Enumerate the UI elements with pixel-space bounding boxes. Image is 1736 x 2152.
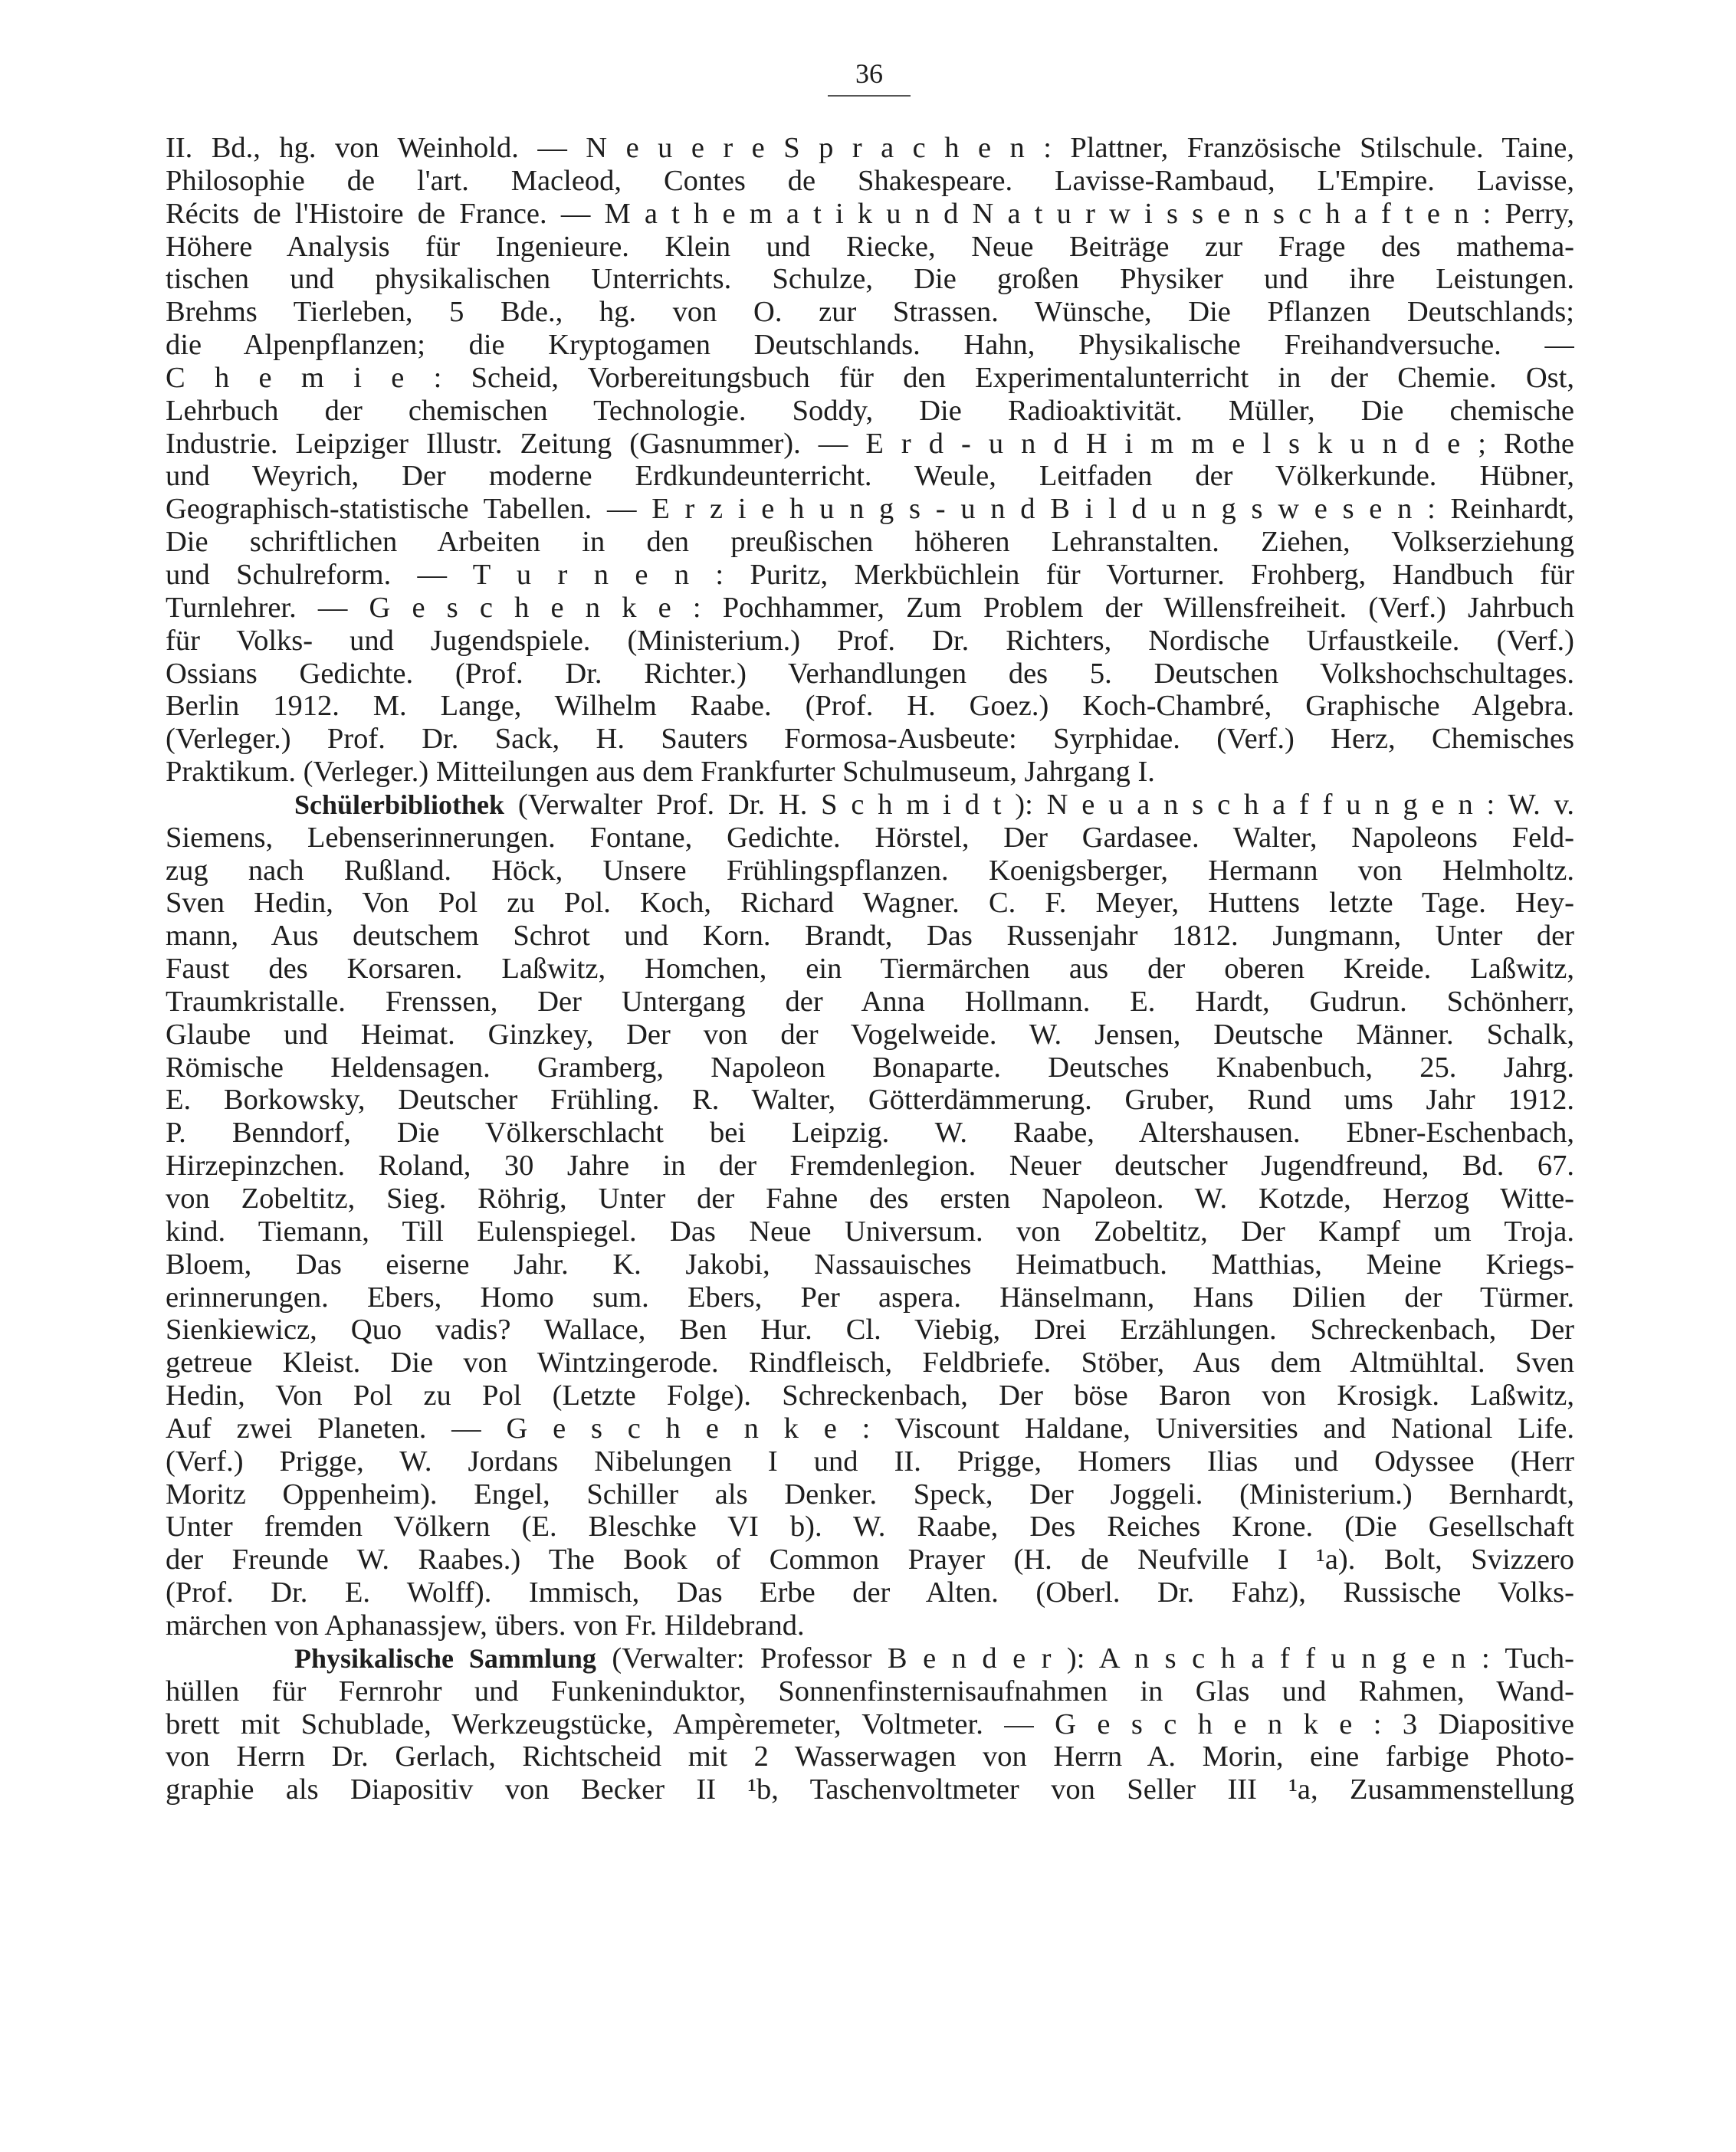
text-line: Auf zwei Planeten. — G e s c h e n k e : Viscount Haldane, Universities and National Life. (166, 1412, 1574, 1445)
section-heading-physikalische-sammlung: Physikalische Sammlung (294, 1642, 596, 1674)
text-line: brett mit Schublade, Werkzeugstücke, Ampèremeter, Voltmeter. — G e s c h e n k e : 3 Diapositive (166, 1707, 1574, 1740)
text-line-rest: (Verwalter: Professor B e n d e r ): A n s c h a f f u n g e n : Tuch- (596, 1642, 1574, 1675)
text-line-lead (166, 789, 1574, 822)
text-line: II. Bd., hg. von Weinhold. — N e u e r e S p r a c h e n : Plattner, Französische Stilschule. Taine, (166, 132, 1574, 164)
text-line: (Verf.) Prigge, W. Jordans Nibelungen I und II. Prigge, Homers Ilias und Odyssee (Herr (166, 1445, 1574, 1478)
text-line: erinnerungen. Ebers, Homo sum. Ebers, Per aspera. Hänselmann, Hans Dilien der Türmer. (166, 1281, 1574, 1314)
text-line: Traumkristalle. Frenssen, Der Untergang der Anna Hollmann. E. Hardt, Gudrun. Schönherr, (166, 985, 1574, 1018)
text-line: hüllen für Fernrohr und Funkeninduktor, Sonnenfinsternisaufnahmen in Glas und Rahmen, Wand- (166, 1675, 1574, 1707)
text-line: Hedin, Von Pol zu Pol (Letzte Folge). Schreckenbach, Der böse Baron von Krosigk. Laßwitz, (166, 1379, 1574, 1412)
page-body (166, 132, 1574, 1806)
text-line: Praktikum. (Verleger.) Mitteilungen aus dem Frankfurter Schulmuseum, Jahrgang I. (166, 756, 1155, 789)
text-line: märchen von Aphanassjew, übers. von Fr. Hildebrand. (166, 1609, 805, 1642)
text-line: zug nach Rußland. Höck, Unsere Frühlingspflanzen. Koenigsberger, Hermann von Helmholtz. (166, 854, 1574, 887)
text-line: Die schriftlichen Arbeiten in den preußischen höheren Lehranstalten. Ziehen, Volkserziehung (166, 526, 1574, 559)
page-number-rule (828, 95, 911, 97)
section-heading-schuelerbibliothek: Schülerbibliothek (294, 789, 505, 820)
text-line: Berlin 1912. M. Lange, Wilhelm Raabe. (Prof. H. Goez.) Koch-Chambré, Graphische Algebra. (166, 690, 1574, 723)
text-line: Sienkiewicz, Quo vadis? Wallace, Ben Hur. Cl. Viebig, Drei Erzählungen. Schreckenbach, Der (166, 1314, 1574, 1347)
text-line: die Alpenpflanzen; die Kryptogamen Deutschlands. Hahn, Physikalische Freihandversuche. — (166, 329, 1574, 362)
page-header (828, 57, 911, 97)
text-line: für Volks- und Jugendspiele. (Ministerium.) Prof. Dr. Richters, Nordische Urfaustkeile. (Verf.) (166, 624, 1574, 657)
text-line: Faust des Korsaren. Laßwitz, Homchen, ein Tiermärchen aus der oberen Kreide. Laßwitz, (166, 953, 1574, 986)
text-line: Hirzepinzchen. Roland, 30 Jahre in der Fremdenlegion. Neuer deutscher Jugendfreund, Bd. 67. (166, 1150, 1574, 1183)
text-line: E. Borkowsky, Deutscher Frühling. R. Walter, Götterdämmerung. Gruber, Rund ums Jahr 1912. (166, 1084, 1574, 1117)
text-line: von Herrn Dr. Gerlach, Richtscheid mit 2 Wasserwagen von Herrn A. Morin, eine farbige Photo- (166, 1740, 1574, 1773)
text-line: Geographisch-statistische Tabellen. — E r z i e h u n g s - u n d B i l d u n g s w e s e n : Reinhardt, (166, 493, 1574, 526)
text-line: Sven Hedin, Von Pol zu Pol. Koch, Richard Wagner. C. F. Meyer, Huttens letzte Tage. Hey- (166, 887, 1574, 920)
text-line: Récits de l'Histoire de France. — M a t h e m a t i k u n d N a t u r w i s s e n s c h a f t e n : Perry, (166, 197, 1574, 230)
text-line: mann, Aus deutschem Schrot und Korn. Brandt, Das Russenjahr 1812. Jungmann, Unter der (166, 920, 1574, 953)
text-line: getreue Kleist. Die von Wintzingerode. Rindfleisch, Feldbriefe. Stöber, Aus dem Altmühltal. Sven (166, 1347, 1574, 1379)
page-number: 36 (855, 58, 883, 89)
text-line: Philosophie de l'art. Macleod, Contes de Shakespeare. Lavisse-Rambaud, L'Empire. Lavisse, (166, 164, 1574, 197)
text-line: Ossians Gedichte. (Prof. Dr. Richter.) Verhandlungen des 5. Deutschen Volkshochschultages. (166, 657, 1574, 690)
text-line: Römische Heldensagen. Gramberg, Napoleon Bonaparte. Deutsches Knabenbuch, 25. Jahrg. (166, 1051, 1574, 1084)
text-line: Glaube und Heimat. Ginzkey, Der von der Vogelweide. W. Jensen, Deutsche Männer. Schalk, (166, 1018, 1574, 1051)
text-line: P. Benndorf, Die Völkerschlacht bei Leipzig. W. Raabe, Altershausen. Ebner-Eschenbach, (166, 1117, 1574, 1150)
text-line: der Freunde W. Raabes.) The Book of Common Prayer (H. de Neufville I ¹a). Bolt, Svizzero (166, 1543, 1574, 1576)
paragraph-continuation (166, 132, 1574, 789)
paragraph-physikalische-sammlung (166, 1642, 1574, 1806)
text-line: C h e m i e : Scheid, Vorbereitungsbuch für den Experimentalunterricht in der Chemie. Ost, (166, 361, 1574, 394)
text-line: Brehms Tierleben, 5 Bde., hg. von O. zur Strassen. Wünsche, Die Pflanzen Deutschlands; (166, 296, 1574, 329)
text-line: (Verleger.) Prof. Dr. Sack, H. Sauters Formosa-Ausbeute: Syrphidae. (Verf.) Herz, Chemisches (166, 723, 1574, 756)
text-line: Turnlehrer. — G e s c h e n k e : Pochhammer, Zum Problem der Willensfreiheit. (Verf.) Jahrbuch (166, 591, 1574, 624)
text-line: Lehrbuch der chemischen Technologie. Soddy, Die Radioaktivität. Müller, Die chemische (166, 394, 1574, 427)
text-line: (Prof. Dr. E. Wolff). Immisch, Das Erbe der Alten. (Oberl. Dr. Fahz), Russische Volks- (166, 1576, 1574, 1609)
text-line: Unter fremden Völkern (E. Bleschke VI b). W. Raabe, Des Reiches Krone. (Die Gesellschaft (166, 1511, 1574, 1543)
paragraph-schuelerbibliothek (166, 789, 1574, 1642)
text-line: Höhere Analysis für Ingenieure. Klein und Riecke, Neue Beiträge zur Frage des mathema- (166, 230, 1574, 263)
text-line: tischen und physikalischen Unterrichts. Schulze, Die großen Physiker und ihre Leistungen. (166, 263, 1574, 296)
text-line: Siemens, Lebenserinnerungen. Fontane, Gedichte. Hörstel, Der Gardasee. Walter, Napoleons Feld- (166, 821, 1574, 854)
text-line: Bloem, Das eiserne Jahr. K. Jakobi, Nassauisches Heimatbuch. Matthias, Meine Kriegs- (166, 1248, 1574, 1281)
text-line: von Zobeltitz, Sieg. Röhrig, Unter der Fahne des ersten Napoleon. W. Kotzde, Herzog Witte- (166, 1183, 1574, 1215)
text-line: graphie als Diapositiv von Becker II ¹b, Taschenvoltmeter von Seller III ¹a, Zusammenstellung (166, 1773, 1574, 1806)
text-line: und Weyrich, Der moderne Erdkundeunterricht. Weule, Leitfaden der Völkerkunde. Hübner, (166, 460, 1574, 493)
text-line: kind. Tiemann, Till Eulenspiegel. Das Neue Universum. von Zobeltitz, Der Kampf um Troja. (166, 1215, 1574, 1248)
text-line-rest: (Verwalter Prof. Dr. H. S c h m i d t ): N e u a n s c h a f f u n g e n : W. v. (504, 788, 1574, 821)
text-line: Moritz Oppenheim). Engel, Schiller als Denker. Speck, Der Joggeli. (Ministerium.) Bernhardt, (166, 1478, 1574, 1511)
text-line-lead (166, 1642, 1574, 1675)
text-line: Industrie. Leipziger Illustr. Zeitung (Gasnummer). — E r d - u n d H i m m e l s k u n d e ; Rothe (166, 427, 1574, 460)
text-line: und Schulreform. — T u r n e n : Puritz, Merkbüchlein für Vorturner. Frohberg, Handbuch für (166, 558, 1574, 591)
